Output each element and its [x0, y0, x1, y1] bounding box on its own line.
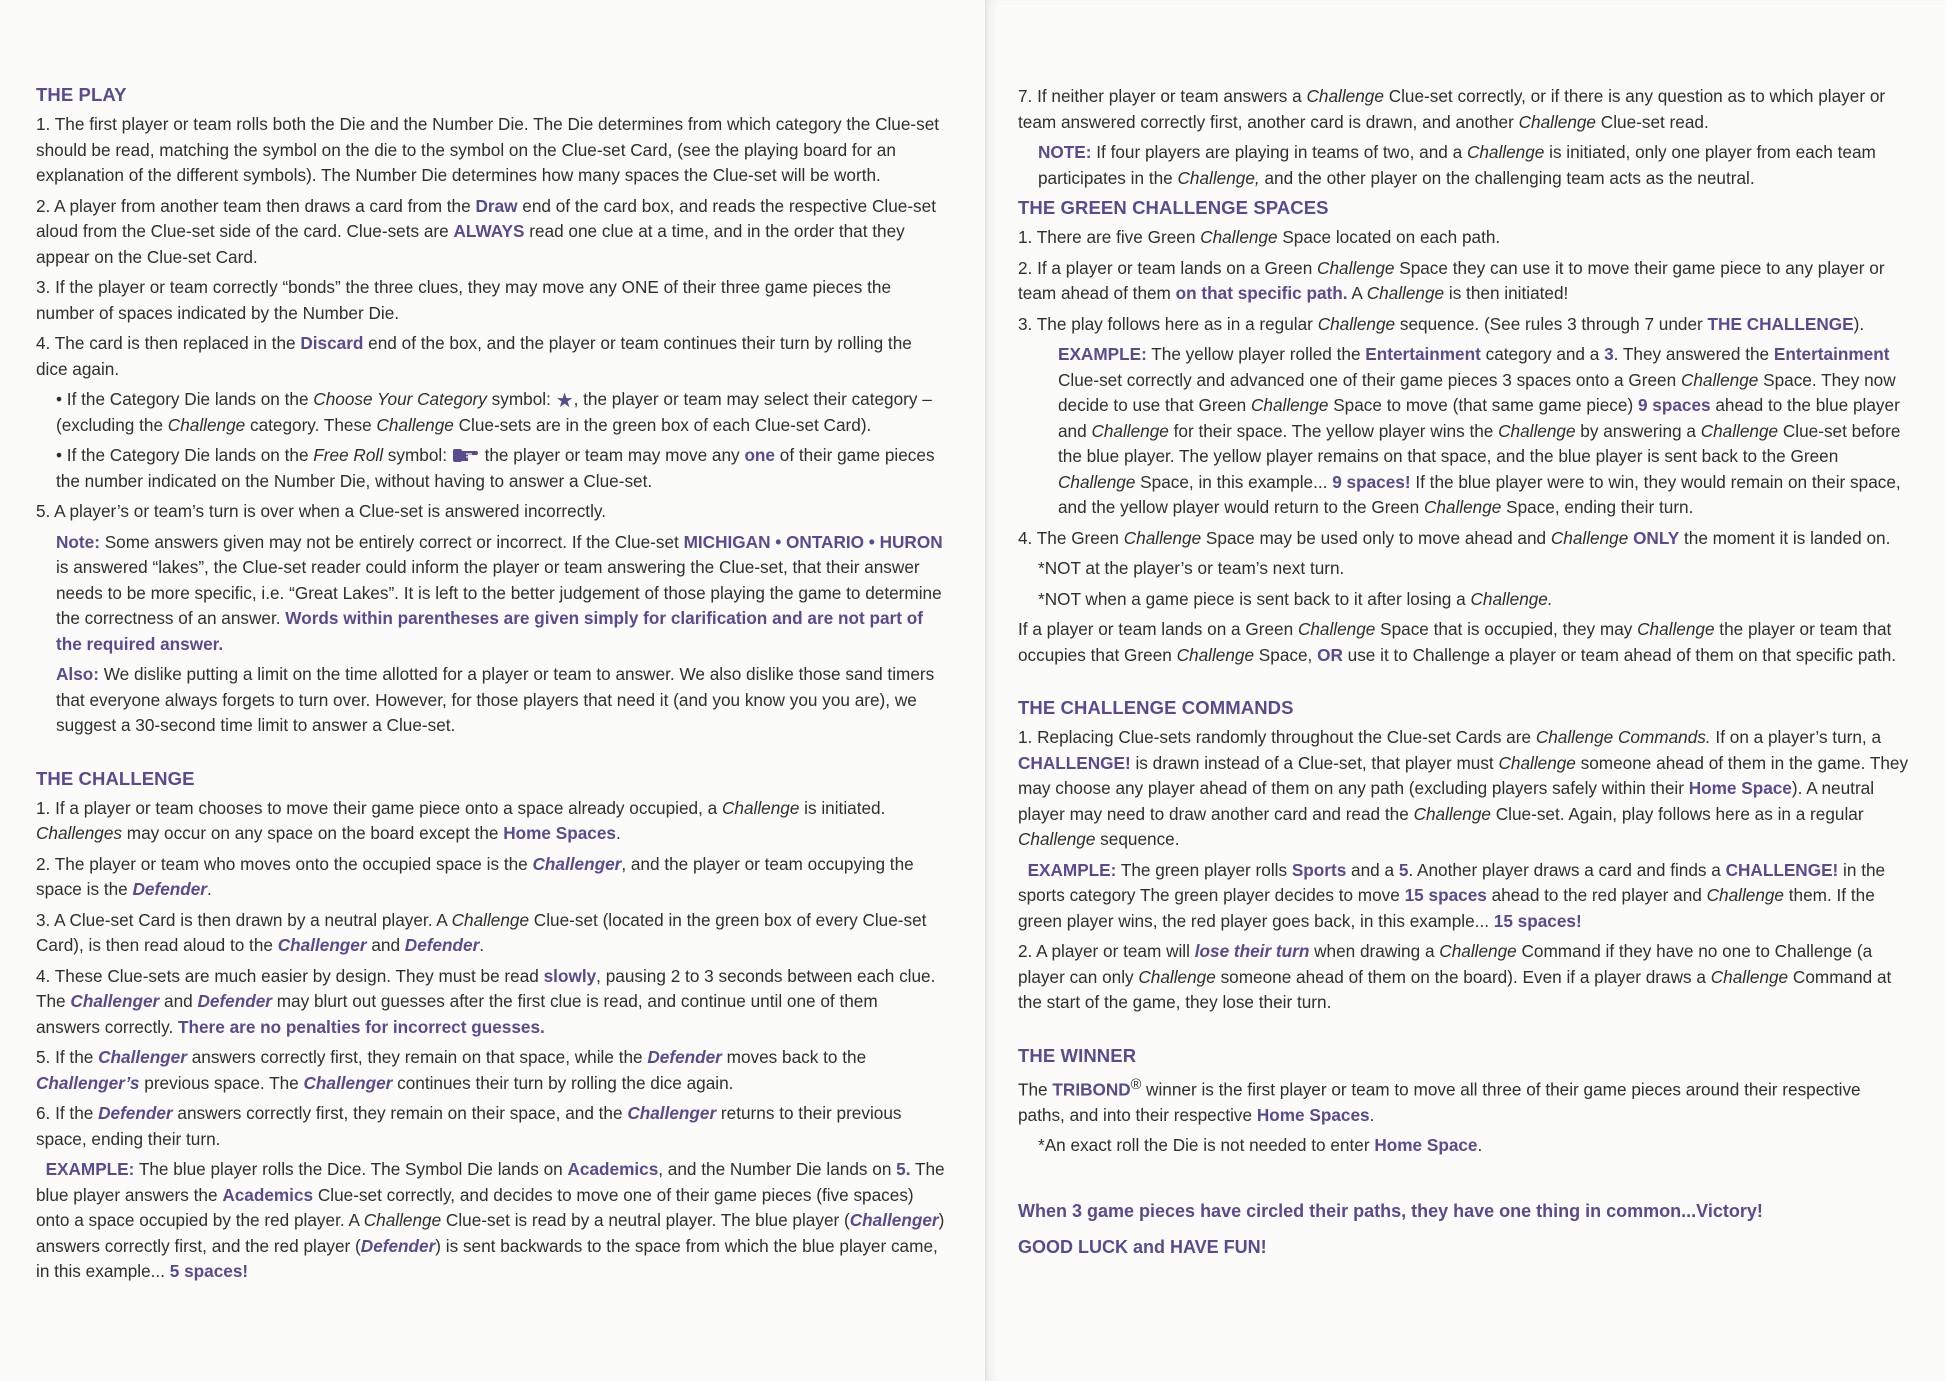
challenge-note: NOTE: If four players are playing in teams of two, and a Challenge is initiated, only one player from each team participates in the Challenge, and the other player on the challenging team acts as the neutral. [1038, 142, 1876, 188]
play-rule-2: 2. A player from another team then draws a card from the Draw end of the card box, and reads the respective Clue-set aloud from the Clue-set side of the card. Clue-sets are ALWAYS read one clue at a time, and in the order that they appear on the Clue-set Card. [36, 195, 936, 267]
winner-rule-2: *An exact roll the Die is not needed to enter Home Space. [1038, 1135, 1483, 1156]
right-page [985, 0, 1946, 1381]
green-rule-3: 3. The play follows here as in a regular Challenge sequence. (See rules 3 through 7 under THE CHALLENGE). [1018, 313, 1865, 334]
green-not-2: *NOT when a game piece is sent back to it after losing a Challenge. [1038, 588, 1553, 609]
challenge-rule-7: 7. If neither player or team answers a Challenge Clue-set correctly, or if there is any question as to which player or team answered correctly first, another card is drawn, and another Challenge Clue-set read. [1018, 86, 1886, 132]
challenge-rule-2: 2. The player or team who moves onto the occupied space is the Challenger, and the player or team occupying the space is the Defender. [36, 853, 914, 899]
green-rule-4: 4. The Green Challenge Space may be used only to move ahead and Challenge ONLY the moment it is landed on. [1018, 527, 1891, 548]
green-rule-1: 1. There are five Green Challenge Space located on each path. [1018, 227, 1501, 247]
challenge-rule-4: 4. These Clue-sets are much easier by design. They must be read slowly, pausing 2 to 3 seconds between each clue. The Challenger and Defender may blurt out guesses after the first clue is read, and continue until one of them answers correctly. There are no penalties for incorrect guesses. [36, 965, 936, 1037]
green-rule-2: 2. If a player or team lands on a Green Challenge Space they can use it to move their game piece to any player or team ahead of them on that specific path. A Challenge is then initiated! [1018, 257, 1885, 303]
heading-the-winner: THE WINNER [1018, 1044, 1137, 1066]
play-rule-1: 1. The first player or team rolls both the Die and the Number Die. The Die determines from which category the Clue-set should be read, matching the symbol on the die to the symbol on the Clue-set Card, (see the playing board for an explanation of the different symbols). The Number Die determines how many spaces the Clue-set will be worth. [36, 114, 940, 185]
commands-rule-2: 2. A player or team will lose their turn when drawing a Challenge Command if they have no one to Challenge (a player can only Challenge someone ahead of them on the board). Even if a player draws a Challenge Command at the start of the game, they lose their turn. [1018, 941, 1892, 1012]
green-rule-occupied: If a player or team lands on a Green Challenge Space that is occupied, they may Challenge the player or team that occupies that Green Challenge Space, OR use it to Challenge a player or team ahead of them on that specific path. [1018, 619, 1897, 665]
commands-example: EXAMPLE: The green player rolls Sports and a 5. Another player draws a card and finds a CHALLENGE! in the sports category The green player decides to move 15 spaces ahead to the red player and Challenge them. If the green player wins, the red player goes back, in this example... 15 spaces! [1018, 859, 1886, 931]
heading-green-challenge-spaces: THE GREEN CHALLENGE SPACES [1018, 197, 1329, 218]
play-bullet-free-roll: • If the Category Die lands on the Free Roll symbol: the player or team may move any one of their game pieces the number indicated on the Number Die, without having to answer a Clue-set. [56, 445, 935, 491]
challenge-rule-5: 5. If the Challenger answers correctly first, they remain on that space, while the Defender moves back to the Challenger’s previous space. The Challenger continues their turn by rolling the dice again. [36, 1047, 867, 1093]
pointing-hand-icon [452, 446, 480, 464]
commands-rule-1: 1. Replacing Clue-sets randomly throughout the Clue-set Cards are Challenge Commands. If on a player’s turn, a CHALLENGE! is drawn instead of a Clue-set, that player must Challenge someone ahead of them in the game. They may choose any player ahead of them on any path (excluding players safely within their Home Space). A neutral player may need to draw another card and read the Challenge Clue-set. Again, play follows here as in a regular Challenge sequence. [1018, 727, 1909, 849]
play-bullet-choose-category: • If the Category Die lands on the Choose Your Category symbol: ★, the player or team may select their category – (excluding the Challenge category. These Challenge Clue-sets are in the green box of each Clue-set Card). [56, 389, 932, 435]
heading-the-play: THE PLAY [36, 84, 127, 105]
closing-victory: When 3 game pieces have circled their paths, they have one thing in common...Victory! [1018, 1200, 1763, 1221]
play-rule-4: 4. The card is then replaced in the Discard end of the box, and the player or team continues their turn by rolling the dice again. [36, 333, 912, 379]
closing-good-luck: GOOD LUCK and HAVE FUN! [1018, 1236, 1267, 1257]
green-not-1: *NOT at the player’s or team’s next turn. [1038, 558, 1345, 578]
heading-challenge-commands: THE CHALLENGE COMMANDS [1018, 697, 1294, 718]
challenge-example: EXAMPLE: The blue player rolls the Dice. The Symbol Die lands on Academics, and the Number Die lands on 5. The blue player answers the Academics Clue-set correctly, and decides to move one of their game pieces (five spaces) onto a space occupied by the red player. A Challenge Clue-set is read by a neutral player. The blue player (Challenger) answers correctly first, and the red player (Defender) is sent backwards to the space from which the blue player came, in this example... 5 spaces! [36, 1159, 945, 1281]
challenge-rule-1: 1. If a player or team chooses to move their game piece onto a space already occupied, a Challenge is initiated. Challenges may occur on any space on the board except the Home Spaces. [36, 797, 886, 843]
challenge-rule-3: 3. A Clue-set Card is then drawn by a neutral player. A Challenge Clue-set (located in the green box of every Clue-set Card), is then read aloud to the Challenger and Defender. [36, 909, 927, 955]
star-category-icon: ★ [555, 390, 574, 412]
play-note: Note: Some answers given may not be entirely correct or incorrect. If the Clue-set MICHIGAN • ONTARIO • HURON is answered “lakes”, the Clue-set reader could inform the player or team answering the Clue-set, that their answer needs to be more specific, i.e. “Great Lakes”. It is left to the better judgement of those playing the game to determine the correctness of an answer. Words within parentheses are given simply for clarification and are not part of the required answer. [56, 531, 943, 654]
play-rule-3: 3. If the player or team correctly “bonds” the three clues, they may move any ONE of their three game pieces the number of spaces indicated by the Number Die. [36, 277, 892, 323]
green-example: EXAMPLE: The yellow player rolled the Entertainment category and a 3. They answered the Entertainment Clue-set correctly and advanced one of their game pieces 3 spaces onto a Green Challenge Space. They now decide to use that Green Challenge Space to move (that same game piece) 9 spaces ahead to the blue player and Challenge for their space. The yellow player wins the Challenge by answering a Challenge Clue-set before the blue player. The yellow player remains on that space, and the blue player is sent back to the Green Challenge Space, in this example... 9 spaces! If the blue player were to win, they would remain on their space, and the yellow player would return to the Green Challenge Space, ending their turn. [1058, 344, 1901, 517]
winner-rule-1: The TRIBOND® winner is the first player or team to move all three of their game pieces around their respective paths, and into their respective Home Spaces. [1018, 1076, 1861, 1125]
challenge-rule-6: 6. If the Defender answers correctly first, they remain on their space, and the Challenger returns to their previous space, ending their turn. [36, 1103, 902, 1149]
play-rule-5: 5. A player’s or team’s turn is over when a Clue-set is answered incorrectly. [36, 501, 606, 521]
play-also: Also: We dislike putting a limit on the time allotted for a player or team to answer. We also dislike those sand timers that everyone always forgets to turn over. However, for those players that need it (and you know you you are), we suggest a 30-second time limit to answer a Clue-set. [56, 664, 935, 735]
heading-the-challenge: THE CHALLENGE [36, 767, 195, 789]
